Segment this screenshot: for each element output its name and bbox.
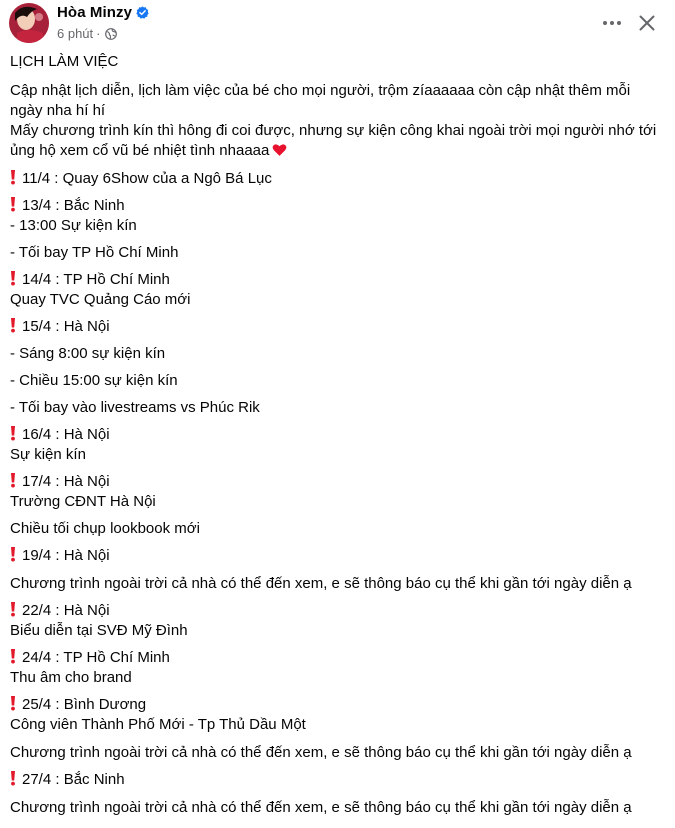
exclamation-icon bbox=[10, 270, 16, 286]
schedule-date bbox=[10, 472, 665, 492]
post-title: LỊCH LÀM VIỆC bbox=[10, 53, 119, 70]
schedule-date bbox=[10, 601, 665, 621]
date-text: 17/4 : Hà Nội bbox=[22, 473, 110, 490]
more-options-button[interactable] bbox=[598, 10, 626, 36]
date-text: 25/4 : Bình Dương bbox=[22, 696, 147, 713]
meta-separator: · bbox=[96, 26, 101, 41]
schedule-detail: Chương trình ngoài trời cả nhà có thể đến xem, e sẽ thông báo cụ thể khi gần tới ngày diễn ạ bbox=[10, 744, 632, 761]
exclamation-icon bbox=[10, 425, 16, 441]
exclamation-icon bbox=[10, 196, 16, 212]
schedule-detail: - Sáng 8:00 sự kiện kín bbox=[10, 345, 166, 362]
exclamation-icon bbox=[10, 648, 16, 664]
schedule-detail: Chiều tối chụp lookbook mới bbox=[10, 520, 200, 537]
schedule-date bbox=[10, 648, 665, 668]
schedule-date bbox=[10, 169, 665, 189]
verified-badge-icon bbox=[136, 6, 149, 19]
exclamation-icon bbox=[10, 546, 16, 562]
schedule-detail: - Tối bay vào livestreams vs Phúc Rik bbox=[10, 399, 260, 416]
close-button[interactable] bbox=[633, 9, 661, 37]
schedule-detail: Sự kiện kín bbox=[10, 446, 86, 463]
schedule-detail: - Tối bay TP Hồ Chí Minh bbox=[10, 244, 179, 261]
exclamation-icon bbox=[10, 601, 16, 617]
schedule-detail: Quay TVC Quảng Cáo mới bbox=[10, 291, 191, 308]
date-text: 15/4 : Hà Nội bbox=[22, 318, 110, 335]
date-text: 24/4 : TP Hồ Chí Minh bbox=[22, 649, 170, 666]
intro-line: Mấy chương trình kín thì hông đi coi được, nhưng sự kiện công khai ngoài trời mọi người nhớ tới bbox=[10, 122, 657, 139]
author-avatar[interactable] bbox=[9, 3, 49, 43]
intro-line: ngày nha hí hí bbox=[10, 102, 106, 119]
globe-icon bbox=[105, 28, 117, 40]
date-text: 16/4 : Hà Nội bbox=[22, 426, 110, 443]
exclamation-icon bbox=[10, 169, 16, 185]
intro-text: ủng hộ xem cổ vũ bé nhiệt tình nhaaaa bbox=[10, 142, 270, 159]
schedule-date bbox=[10, 546, 665, 566]
date-text: 14/4 : TP Hồ Chí Minh bbox=[22, 271, 170, 288]
exclamation-icon bbox=[10, 770, 16, 786]
date-text: 11/4 : Quay 6Show của a Ngô Bá Lục bbox=[22, 170, 272, 187]
post-header bbox=[0, 0, 675, 50]
date-text: 22/4 : Hà Nội bbox=[22, 602, 110, 619]
schedule-date bbox=[10, 425, 665, 445]
schedule-detail: Chương trình ngoài trời cả nhà có thể đến xem, e sẽ thông báo cụ thể khi gần tới ngày diễn ạ bbox=[10, 799, 632, 816]
author-name[interactable]: Hòa Minzy bbox=[57, 4, 133, 21]
intro-line bbox=[10, 141, 665, 161]
post-meta bbox=[57, 26, 117, 41]
intro-line: Cập nhật lịch diễn, lịch làm việc của bé cho mọi người, trộm zíaaaaaa còn cập nhật thêm mỗi bbox=[10, 82, 631, 99]
schedule-detail: - Chiều 15:00 sự kiện kín bbox=[10, 372, 178, 389]
exclamation-icon bbox=[10, 695, 16, 711]
schedule-date bbox=[10, 770, 665, 790]
date-text: 27/4 : Bắc Ninh bbox=[22, 771, 125, 788]
schedule-detail: Trường CĐNT Hà Nội bbox=[10, 493, 156, 510]
schedule-date bbox=[10, 196, 665, 216]
date-text: 19/4 : Hà Nội bbox=[22, 547, 110, 564]
post-body bbox=[10, 50, 665, 818]
close-icon bbox=[639, 15, 655, 31]
exclamation-icon bbox=[10, 472, 16, 488]
schedule-date bbox=[10, 317, 665, 337]
schedule-date bbox=[10, 695, 665, 715]
schedule-detail: Thu âm cho brand bbox=[10, 669, 132, 686]
more-horizontal-icon bbox=[602, 20, 622, 26]
date-text: 13/4 : Bắc Ninh bbox=[22, 197, 125, 214]
schedule-date bbox=[10, 270, 665, 290]
schedule-detail: - 13:00 Sự kiện kín bbox=[10, 217, 137, 234]
exclamation-icon bbox=[10, 317, 16, 333]
schedule-detail: Chương trình ngoài trời cả nhà có thể đến xem, e sẽ thông báo cụ thể khi gần tới ngày diễn ạ bbox=[10, 575, 632, 592]
post-time[interactable]: 6 phút bbox=[57, 26, 94, 41]
heart-icon bbox=[272, 143, 287, 157]
schedule-detail: Biểu diễn tại SVĐ Mỹ Đình bbox=[10, 622, 188, 639]
schedule-detail: Công viên Thành Phố Mới - Tp Thủ Dầu Một bbox=[10, 716, 306, 733]
